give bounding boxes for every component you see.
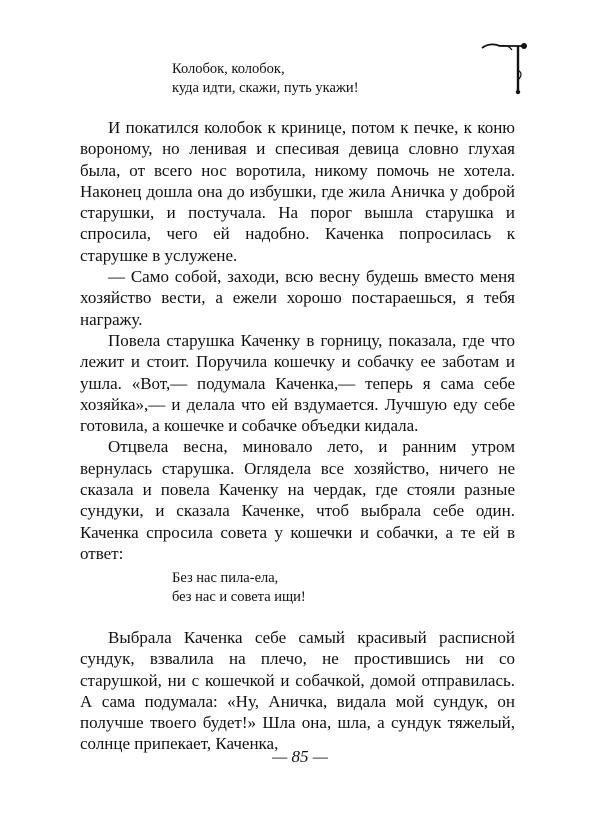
paragraph: Выбрала Каченка себе самый красивый расписной сундук, взвалила на плечо, не простившись ни со старушкой, ни с кошечкой и собачкой, домой отправилась. А сама подумала: «Ну, Аничка, видала мой сундук, он получше твоего будет!» Шла она, шла, а сундук тяжелый, солнце припекает, Каченка, (80, 628, 515, 754)
verse-line: без нас и совета ищи! (172, 589, 306, 605)
paragraph: — Само собой, заходи, всю весну будешь вместо меня хозяйство вести, а ежели хорошо постараешься, я тебя награжу. (80, 267, 515, 329)
paragraph: Отцвела весна, миновало лето, и ранним утром вернулась старушка. Оглядела все хозяйство, ничего не сказала и повела Каченку на чердак, где стояли разные сундуки, и сказала Каченке, чтоб выбрала себе один. Каченка спросила совета у кошечки и собачки, а те ей в ответ: (80, 437, 515, 563)
verse-line: куда идти, скажи, путь укажи! (172, 80, 359, 96)
prose-block-1 (80, 117, 515, 564)
page-number: — 85 — (272, 747, 328, 766)
verse-line: Без нас пила-ела, (172, 570, 279, 586)
verse-line: Колобок, колобок, (172, 61, 285, 77)
paragraph: Повела старушка Каченку в горницу, показала, где что лежит и стоит. Поручила кошечку и собачку ее заботам и ушла. «Вот,— подумала Каченка,— теперь я сама себе хозяйка»,— и делала что ей вздумается. Лучшую еду себе готовила, а кошечке и собачке объедки кидала. (80, 330, 515, 436)
verse-mid (172, 569, 306, 607)
corner-ornament-icon (478, 40, 530, 96)
prose-block-2 (80, 627, 515, 755)
paragraph: И покатился колобок к кринице, потом к печке, к коню вороному, но ленивая и спесивая девица словно глухая была, от всего нос воротила, никому помочь не хотела. Наконец дошла она до избушки, где жила Аничка у доброй старушки, и постучала. На порог вышла старушка и спросила, чего ей надобно. Каченка попросилась к старушке в услужене. (80, 118, 515, 265)
verse-top (172, 60, 359, 98)
